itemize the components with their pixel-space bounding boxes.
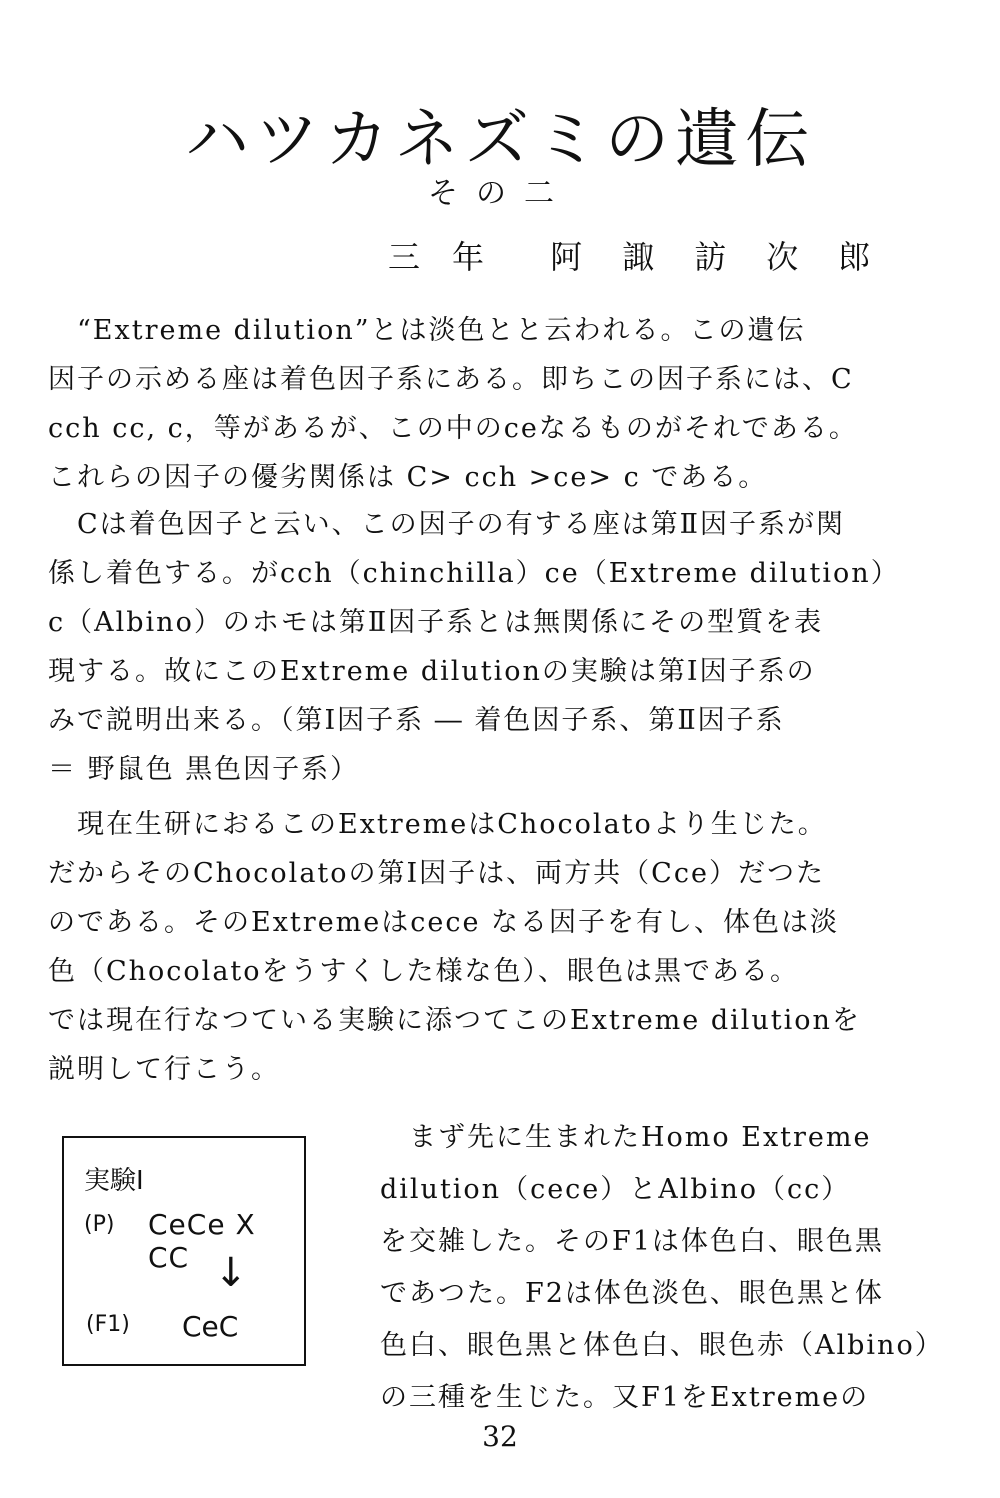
paragraph-line: 説明して行こう。	[48, 1054, 280, 1085]
paragraph-line: だからそのChocolatoの第Ⅰ因子は、両方共（Cce）だつた	[48, 858, 825, 889]
paragraph-line: を交雑した。そのF1は体色白、眼色黒	[380, 1226, 884, 1257]
paragraph-1	[48, 306, 948, 502]
paragraph-2	[48, 500, 948, 794]
cross-formula: CeCe X CC	[148, 1208, 256, 1274]
paragraph-line: c（Albino）のホモは第Ⅱ因子系とは無関係にその型質を表	[48, 607, 824, 638]
paragraph-line: 係し着色する。がcch（chinchilla）ce（Extreme dilution）	[48, 558, 900, 589]
page-number: 32	[482, 1420, 518, 1453]
paragraph-line: 現する。故にこのExtreme dilutionの実験は第Ⅰ因子系の	[48, 656, 816, 687]
author-grade: 三年	[388, 238, 517, 276]
paragraph-line: Cは着色因子と云い、この因子の有する座は第Ⅱ因子系が関	[48, 509, 846, 540]
paragraph-line: 現在生研におるこのExtremeはChocolatoより生じた。	[48, 809, 827, 840]
paragraph-line: の三種を生じた。又F1をExtremeの	[380, 1382, 870, 1413]
paragraph-line: cch cc, c，等があるが、この中のceなるものがそれである。	[48, 413, 858, 444]
paragraph-line: これらの因子の優劣関係は C> cch >ce> c である。	[48, 462, 768, 493]
paragraph-line: のである。そのExtremeはcece なる因子を有し、体色は淡	[48, 907, 840, 938]
paragraph-line: 因子の示める座は着色因子系にある。即ちこの因子系には、C	[48, 364, 854, 395]
paragraph-line: 色白、眼色黒と体色白、眼色赤（Albino）	[380, 1330, 944, 1361]
author-name: 阿諏訪次郎	[550, 238, 911, 276]
paragraph-line: 色（Chocolatoをうすくした様な色）、眼色は黒である。	[48, 956, 800, 987]
paragraph-line: まず先に生まれたHomo Extreme	[380, 1122, 872, 1153]
paragraph-line: dilution（cece）とAlbino（cc）	[380, 1174, 851, 1205]
side-paragraph	[380, 1112, 960, 1424]
paragraph-line: “Extreme dilution”とは淡色とと云われる。この遺伝	[48, 315, 806, 346]
paragraph-3	[48, 800, 948, 1094]
paragraph-line: ＝ 野鼠色 黒色因子系）	[48, 754, 360, 785]
f1-generation-label: (F1)	[86, 1312, 130, 1337]
experiment-label: 実験Ⅰ	[84, 1166, 144, 1196]
down-arrow-icon: ↓	[214, 1250, 248, 1296]
page-subtitle: その二	[428, 176, 572, 211]
page-title: ハツカネズミの遺伝	[185, 103, 815, 177]
paragraph-line: では現在行なつている実験に添つてこのExtreme dilutionを	[48, 1005, 861, 1036]
paragraph-line: みで説明出来る。（第Ⅰ因子系 ― 着色因子系、第Ⅱ因子系	[48, 705, 785, 736]
parent-generation-label: (P)	[84, 1212, 115, 1237]
paragraph-line: であつた。F2は体色淡色、眼色黒と体	[380, 1278, 884, 1309]
author-line	[388, 232, 910, 278]
experiment-box	[62, 1136, 306, 1366]
offspring-genotype: CeC	[182, 1310, 239, 1343]
